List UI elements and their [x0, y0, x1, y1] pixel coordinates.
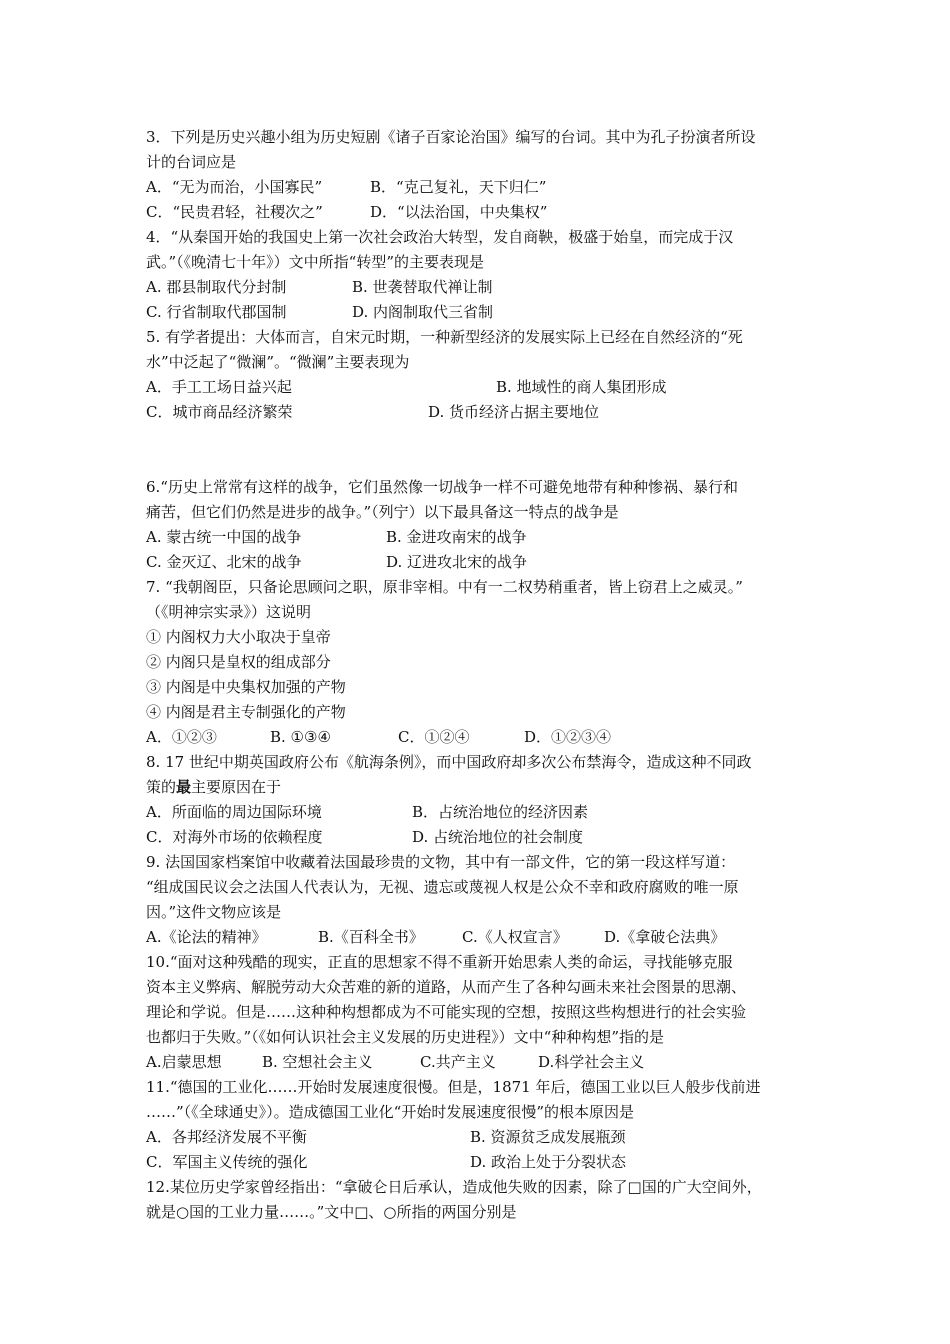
q10-stem-line4: 也都归于失败。”（《如何认识社会主义发展的历史进程》）文中“种种构想”指的是 — [146, 1028, 665, 1046]
q8-stem-line1: 8. 17 世纪中期英国政府公布《航海条例》，而中国政府却多次公布禁海令，造成这种不同政 — [146, 753, 752, 771]
q11-option-c: C．军国主义传统的强化 — [146, 1153, 308, 1171]
q7-stem-line2: （《明神宗实录》）这说明 — [146, 603, 312, 621]
q7-option-c: C．①②④ — [398, 728, 470, 746]
q7-option-b: B. ①③④ — [270, 728, 331, 746]
q9-stem-line3: 因。”这件文物应该是 — [146, 903, 282, 921]
q4-stem-line2: 武。”（《晚清七十年》）文中所指“转型”的主要表现是 — [146, 253, 485, 271]
q6-stem-line2: 痛苦，但它们仍然是进步的战争。”（列宁）以下最具备这一特点的战争是 — [146, 503, 619, 521]
q11-stem-line1: 11.“德国的工业化……开始时发展速度很慢。但是，1871 年后，德国工业以巨人般步伐前进 — [146, 1078, 761, 1096]
q3-stem-line2: 计的台词应是 — [146, 153, 237, 171]
q10-option-c: C.共产主义 — [420, 1053, 496, 1071]
q3-option-d: D．“以法治国，中央集权” — [370, 203, 548, 221]
q11-option-d: D. 政治上处于分裂状态 — [470, 1153, 627, 1171]
q9-option-d: D.《拿破仑法典》 — [604, 928, 726, 946]
q6-option-d: D. 辽进攻北宋的战争 — [386, 553, 528, 571]
q11-option-b: B. 资源贫乏成发展瓶颈 — [470, 1128, 626, 1146]
q3-option-a: A．“无为而治，小国寡民” — [146, 178, 323, 196]
q6-stem-line1: 6.“历史上常常有这样的战争，它们虽然像一切战争一样不可避免地带有种种惨祸、暴行和 — [146, 478, 738, 496]
q5-option-b: B. 地域性的商人集团形成 — [496, 378, 667, 396]
q10-option-a: A.启蒙思想 — [146, 1053, 222, 1071]
q8-option-d: D. 占统治地位的社会制度 — [412, 828, 584, 846]
q7-statement-3: ③ 内阁是中央集权加强的产物 — [146, 678, 346, 696]
q7-stem-line1: 7. “我朝阁臣，只备论思顾问之职，原非宰相。中有一二权势稍重者，皆上窃君上之威灵。” — [146, 578, 743, 596]
q7-statement-1: ① 内阁权力大小取决于皇帝 — [146, 628, 331, 646]
q7-option-d: D．①②③④ — [524, 728, 612, 746]
q7-statement-4: ④ 内阁是君主专制强化的产物 — [146, 703, 346, 721]
q3-stem-line1: 3．下列是历史兴趣小组为历史短剧《诸子百家论治国》编写的台词。其中为孔子扮演者所设 — [146, 128, 756, 146]
q4-option-c: C. 行省制取代郡国制 — [146, 303, 287, 321]
q5-stem-line1: 5. 有学者提出：大体而言，自宋元时期，一种新型经济的发展实际上已经在自然经济的“死 — [146, 328, 743, 346]
q5-option-d: D. 货币经济占据主要地位 — [428, 403, 600, 421]
q8-stem-part1: 策的 — [146, 778, 177, 796]
q8-option-c: C．对海外市场的依赖程度 — [146, 828, 323, 846]
q4-stem-line1: 4．“从秦国开始的我国史上第一次社会政治大转型，发自商鞅，极盛于始皇，而完成于汉 — [146, 228, 734, 246]
q11-option-a: A．各邦经济发展不平衡 — [146, 1128, 307, 1146]
q8-stem-bold: 最 — [176, 778, 192, 796]
q6-option-b: B. 金进攻南宋的战争 — [386, 528, 527, 546]
q7-option-a: A．①②③ — [146, 728, 217, 746]
q12-stem-line2: 就是○国的工业力量……。”文中□、○所指的两国分别是 — [146, 1203, 517, 1221]
q4-option-b: B. 世袭替取代禅让制 — [352, 278, 493, 296]
q10-option-b: B. 空想社会主义 — [262, 1053, 373, 1071]
q9-option-b: B.《百科全书》 — [318, 928, 424, 946]
q5-option-a: A．手工工场日益兴起 — [146, 378, 292, 396]
q11-stem-line2: ……”（《全球通史》）。造成德国工业化“开始时发展速度很慢”的根本原因是 — [146, 1103, 635, 1121]
q8-option-a: A．所面临的周边国际环境 — [146, 803, 322, 821]
q10-stem-line3: 理论和学说。但是……这种种构想都成为不可能实现的空想，按照这些构想进行的社会实验 — [146, 1003, 747, 1021]
q8-stem-part2: 主要原因在于 — [191, 778, 282, 796]
q8-stem-line2 — [146, 777, 281, 797]
q5-stem-line2: 水”中泛起了“微澜”。“微澜”主要表现为 — [146, 353, 410, 371]
q12-stem-line1: 12.某位历史学家曾经指出：“拿破仑日后承认，造成他失败的因素，除了□国的广大空间外， — [146, 1178, 762, 1196]
q3-option-c: C．“民贵君轻，社稷次之” — [146, 203, 323, 221]
q9-option-c: C.《人权宣言》 — [462, 928, 568, 946]
q9-stem-line1: 9. 法国国家档案馆中收藏着法国最珍贵的文物，其中有一部文件，它的第一段这样写道： — [146, 853, 736, 871]
q4-option-a: A. 郡县制取代分封制 — [146, 278, 287, 296]
q10-stem-line2: 资本主义弊病、解脱劳动大众苦难的新的道路，从而产生了各种勾画未来社会图景的思潮、 — [146, 978, 747, 996]
q10-stem-line1: 10.“面对这种残酷的现实，正直的思想家不得不重新开始思索人类的命运，寻找能够克服 — [146, 953, 733, 971]
q7-statement-2: ② 内阁只是皇权的组成部分 — [146, 653, 331, 671]
q6-option-a: A. 蒙古统一中国的战争 — [146, 528, 302, 546]
q8-option-b: B．占统治地位的经济因素 — [412, 803, 589, 821]
q3-option-b: B．“克己复礼，天下归仁” — [370, 178, 547, 196]
q4-option-d: D. 内阁制取代三省制 — [352, 303, 494, 321]
q9-option-a: A.《论法的精神》 — [146, 928, 267, 946]
q5-option-c: C．城市商品经济繁荣 — [146, 403, 293, 421]
q6-option-c: C. 金灭辽、北宋的战争 — [146, 553, 302, 571]
q10-option-d: D.科学社会主义 — [538, 1053, 645, 1071]
q9-stem-line2: “组成国民议会之法国人代表认为，无视、遗忘或蔑视人权是公众不幸和政府腐败的唯一原 — [146, 878, 739, 896]
